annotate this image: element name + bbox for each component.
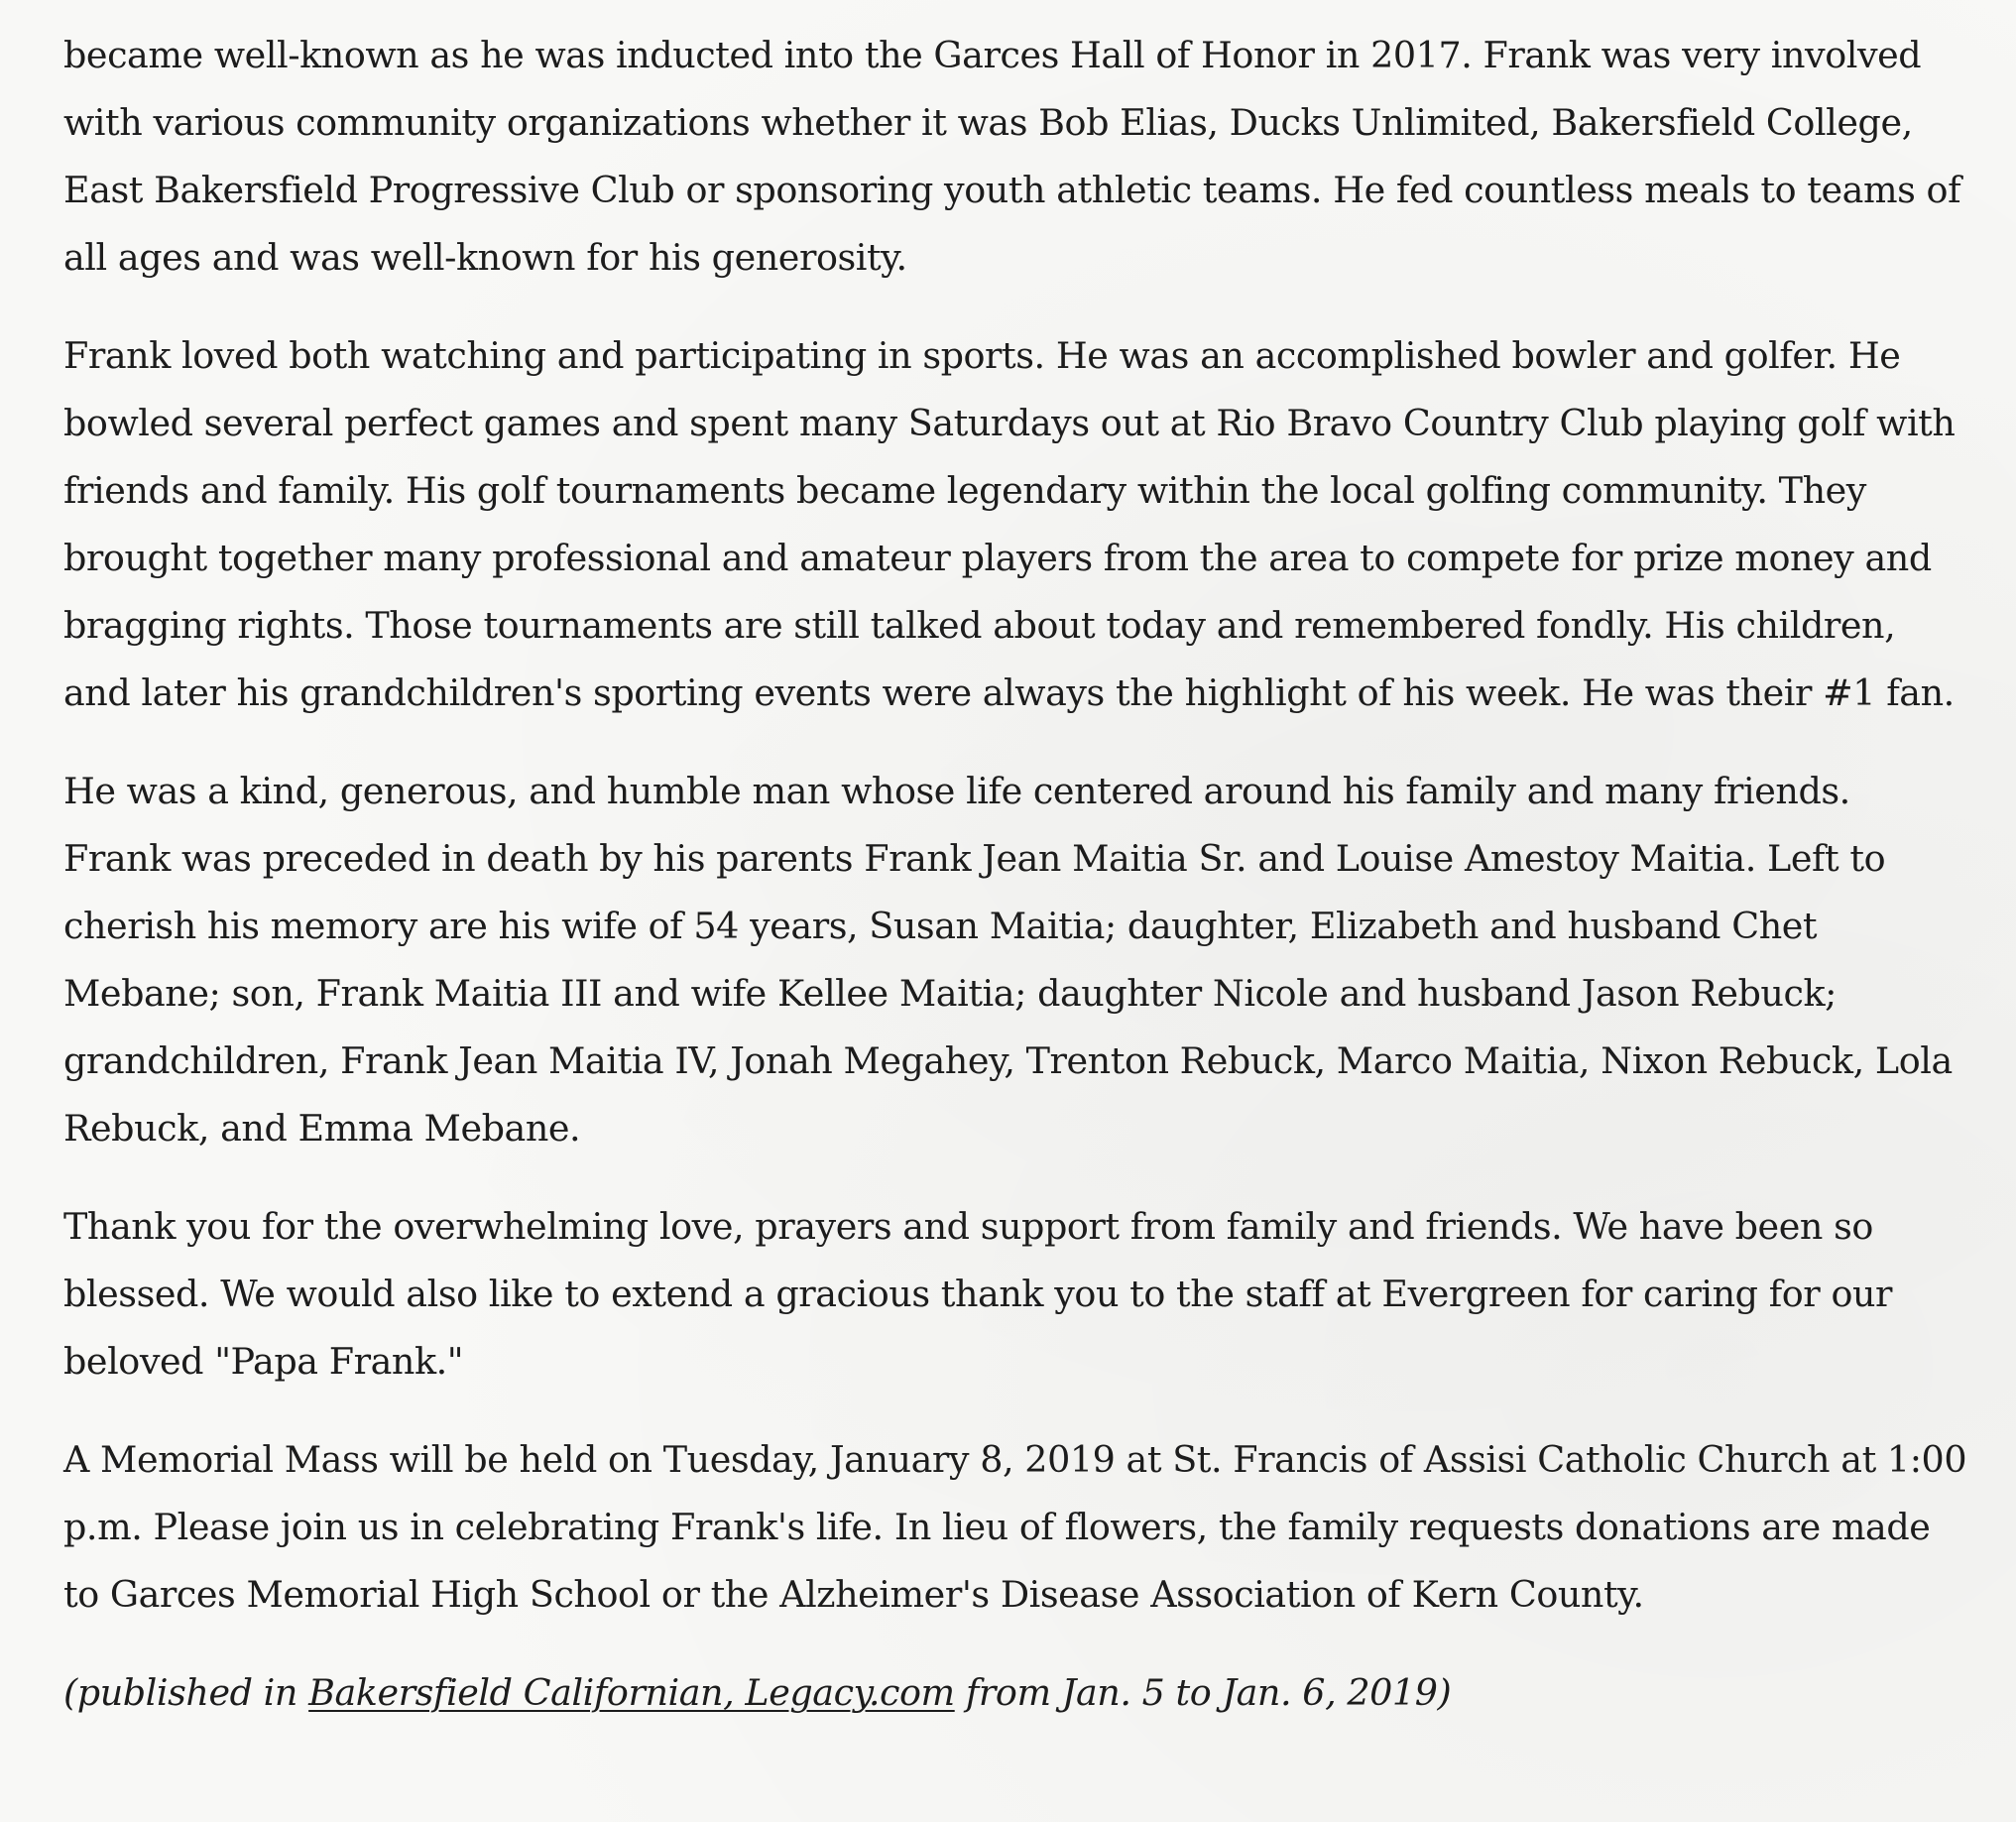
text-line: and later his grandchildren's sporting events were always the highlight of his week. He was their #1 fan. [63,671,1955,714]
text-line: Rebuck, and Emma Mebane. [63,1107,581,1150]
text-line: A Memorial Mass will be held on Tuesday, January 8, 2019 at St. Francis of Assisi Catholic Church at 1:00 [63,1438,1967,1481]
text-line: grandchildren, Frank Jean Maitia IV, Jonah Megahey, Trenton Rebuck, Marco Maitia, Nixon Rebuck, Lola [63,1039,1953,1082]
text-line: p.m. Please join us in celebrating Frank's life. In lieu of flowers, the family requests donations are made [63,1506,1931,1548]
credit-open: (published in [63,1671,309,1714]
text-line: Thank you for the overwhelming love, prayers and support from family and friends. We have been so [63,1205,1873,1248]
paragraph-sports [63,322,2002,727]
publication-credit [63,1659,2002,1727]
paragraph-thanks [63,1193,2002,1396]
text-line: Mebane; son, Frank Maitia III and wife Kellee Maitia; daughter Nicole and husband Jason Rebuck; [63,972,1837,1015]
text-line: Frank loved both watching and participating in sports. He was an accomplished bowler and golfer. He [63,334,1901,377]
text-line: all ages and was well-known for his generosity. [63,236,907,279]
credit-line [63,1659,2002,1727]
text-line: with various community organizations whether it was Bob Elias, Ducks Unlimited, Bakersfield College, [63,101,1913,144]
text-line: beloved "Papa Frank." [63,1340,464,1383]
text-line: to Garces Memorial High School or the Alzheimer's Disease Association of Kern County. [63,1573,1644,1616]
text-line: brought together many professional and amateur players from the area to compete for prize money and [63,537,1932,579]
text-line: blessed. We would also like to extend a gracious thank you to the staff at Evergreen for caring for our [63,1273,1893,1315]
text-line: bowled several perfect games and spent many Saturdays out at Rio Bravo Country Club playing golf with [63,402,1956,444]
paragraph-family [63,758,2002,1162]
credit-source-link[interactable]: Bakersfield Californian, Legacy.com [308,1671,955,1714]
paragraph-memorial [63,1426,2002,1629]
text-line: He was a kind, generous, and humble man whose life centered around his family and many friends. [63,770,1850,812]
text-line: friends and family. His golf tournaments became legendary within the local golfing community. They [63,469,1866,512]
obituary-text [63,22,2002,1758]
text-line: Frank was preceded in death by his parents Frank Jean Maitia Sr. and Louise Amestoy Maitia. Left to [63,837,1886,880]
text-line: East Bakersfield Progressive Club or sponsoring youth athletic teams. He fed countless meals to teams of [63,169,1961,211]
text-line: cherish his memory are his wife of 54 years, Susan Maitia; daughter, Elizabeth and husband Chet [63,905,1818,947]
paragraph-community [63,22,2002,292]
text-line: became well-known as he was inducted into the Garces Hall of Honor in 2017. Frank was very involved [63,34,1922,76]
credit-close: from Jan. 5 to Jan. 6, 2019) [954,1671,1452,1714]
text-line: bragging rights. Those tournaments are still talked about today and remembered fondly. His children, [63,604,1896,647]
